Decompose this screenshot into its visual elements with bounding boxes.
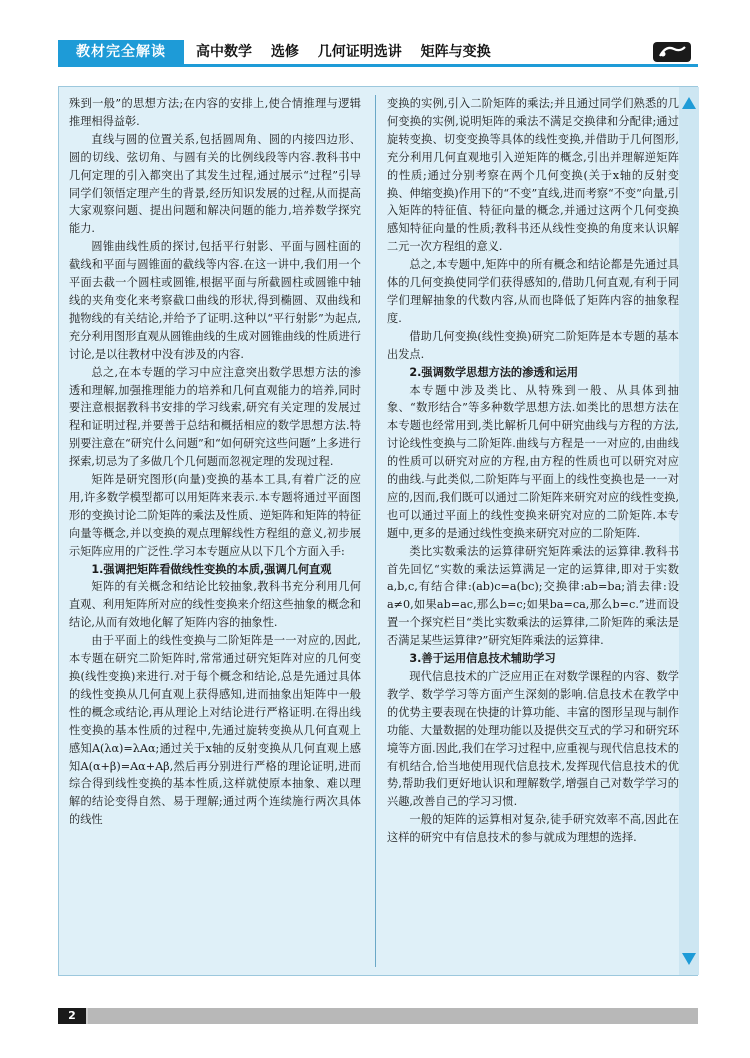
content-panel: [58, 86, 698, 976]
left-column: [69, 95, 361, 829]
right-column: [387, 95, 679, 847]
paragraph: 类比实数乘法的运算律研究矩阵乘法的运算律.教科书首先回忆“实数的乘法运算满足一定的运算律,即对于实数a,b,c,有结合律:(ab)c=a(bc);交换律:ab=ba;消去律:设a≠0,如果ab=ac,那么b=c;如果ba=ca,那么b=c.”进而设置一个探究栏目“类比实数乘法的运算律,二阶矩阵的乘法是否满足某些运算律?”研究矩阵乘法的运算律.: [387, 544, 679, 648]
paragraph: 借助几何变换(线性变换)研究二阶矩阵是本专题的基本出发点.: [387, 329, 679, 361]
paragraph: 矩阵的有关概念和结论比较抽象,教科书充分利用几何直观、利用矩阵所对应的线性变换来介绍这些抽象的概念和结论,从而有效地化解了矩阵内容的抽象性.: [69, 580, 361, 630]
paragraph: 殊到一般”的思想方法;在内容的安排上,使合情推理与逻辑推理相得益彰.: [69, 97, 361, 128]
paragraph: 矩阵是研究图形(向量)变换的基本工具,有着广泛的应用,许多数学模型都可以用矩阵来表示.本专题将通过平面图形的变换讨论二阶矩阵的乘法及性质、逆矩阵和矩阵的特征向量等概念,并以变换的观点理解线性方程组的意义,初步展示矩阵应用的广泛性.学习本专题应从以下几个方面入手:: [69, 473, 361, 558]
scrollbar[interactable]: [679, 87, 699, 975]
page-title: [196, 40, 505, 64]
page-footer: [58, 1008, 698, 1024]
page-number: 2: [58, 1008, 86, 1024]
scroll-up-arrow-icon[interactable]: [682, 97, 696, 109]
paragraph: 本专题中涉及类比、从特殊到一般、从具体到抽象、“数形结合”等多种数学思想方法.如类比的思想方法在本专题也经常用到,类比解析几何中研究曲线与方程的方法,讨论线性变换与二阶矩阵.曲线与方程是一一对应的,由曲线的性质可以研究对应的方程,由方程的性质也可以研究对应的曲线.与此类似,二阶矩阵与平面上的线性变换也是一一对应的,因而,我们既可以通过二阶矩阵来研究对应的线性变换,也可以通过平面上的线性变换来研究对应的二阶矩阵.本专题中,更多的是通过线性变换来研究对应的二阶矩阵.: [387, 383, 679, 540]
title-part: 矩阵与变换: [420, 44, 491, 60]
page-header: [58, 40, 698, 64]
paragraph: 总之,本专题中,矩阵中的所有概念和结论都是先通过具体的几何变换使同学们获得感知的,借助几何直观,有利于同学们理解抽象的代数内容,从而也降低了矩阵内容的抽象程度.: [387, 258, 679, 325]
paragraph: 圆锥曲线性质的探讨,包括平行射影、平面与圆柱面的截线和平面与圆锥面的截线等内容.在这一讲中,我们用一个平面去截一个圆柱或圆锥,根据平面与所截圆柱或圆锥中轴线的夹角变化来考察截口曲线的形状,得到椭圆、双曲线和抛物线的有关结论,并给予了证明.这种以“平行射影”为起点,充分利用图形直观从圆锥曲线的生成对圆锥曲线的性质进行讨论,是以往教材中没有涉及的内容.: [69, 240, 361, 361]
paragraph: 由于平面上的线性变换与二阶矩阵是一一对应的,因此,本专题在研究二阶矩阵时,常常通过研究矩阵对应的几何变换(线性变换)来进行.对于每个概念和结论,总是先通过具体的线性变换从几何直观上获得感知,进而抽象出矩阵中一般性的概念或结论,再从理论上对结论进行严格证明.在得出线性变换的基本性质的过程中,先通过旋转变换从几何直观上感知A(λα)=λAα;通过关于x轴的反射变换从几何直观上感知A(α+β)=Aα+Aβ,然后再分别进行严格的理论证明,进而综合得到线性变换的基本性质,这样就使原本抽象、难以理解的结论变得自然、易于理解;通过两个连续施行两次具体的线性: [69, 634, 361, 827]
title-part: 几何证明选讲: [317, 44, 402, 60]
paragraph: 直线与圆的位置关系,包括圆周角、圆的内接四边形、圆的切线、弦切角、与圆有关的比例线段等内容.教科书中几何定理的引入都突出了其发生过程,通过展示“过程”引导同学们领悟定理产生的背景,经历知识发展的过程,从而提高大家观察问题、提出问题和解决问题的能力,培养数学探究能力.: [69, 132, 361, 236]
section-tab: 教材完全解读: [58, 40, 184, 64]
title-part: 选修: [270, 44, 299, 60]
publisher-logo-icon: [652, 41, 692, 63]
column-divider: [375, 95, 376, 967]
title-part: 高中数学: [196, 44, 252, 60]
header-rule: [58, 64, 698, 67]
section-heading: 3.善于运用信息技术辅助学习: [409, 652, 556, 666]
scroll-down-arrow-icon[interactable]: [682, 953, 696, 965]
paragraph: 现代信息技术的广泛应用正在对数学课程的内容、数学教学、数学学习等方面产生深刻的影响.信息技术在教学中的优势主要表现在快捷的计算功能、丰富的图形呈现与制作功能、大量数据的处理功能以及提供交互式的学习和研究环境等方面.因此,我们在学习过程中,应重视与现代信息技术的有机结合,恰当地使用现代信息技术,发挥现代信息技术的优势,帮助我们更好地认识和理解数学,增强自己对数学学习的兴趣,改善自己的学习习惯.: [387, 670, 679, 809]
paragraph: 变换的实例,引入二阶矩阵的乘法;并且通过同学们熟悉的几何变换的实例,说明矩阵的乘法不满足交换律和分配律;通过旋转变换、切变变换等具体的线性变换,并借助于几何图形,充分利用几何直观地引入逆矩阵的概念,引出并理解逆矩阵的性质;通过分别考察在两个几何变换(关于x轴的反射变换、伸缩变换)作用下的“不变”直线,进而考察“不变”向量,引入矩阵的特征值、特征向量的概念,并通过这两个几何变换感知特征向量的性质;教科书还从线性变换的角度来认识解二元一次方程组的意义.: [387, 97, 679, 254]
paragraph: 一般的矩阵的运算相对复杂,徒手研究效率不高,因此在这样的研究中有信息技术的参与就成为理想的选择.: [387, 813, 679, 845]
section-heading: 1.强调把矩阵看做线性变换的本质,强调几何直观: [91, 562, 332, 576]
section-heading: 2.强调数学思想方法的渗透和运用: [409, 365, 579, 379]
paragraph: 总之,在本专题的学习中应注意突出数学思想方法的渗透和理解,加强推理能力的培养和几何直观能力的培养,同时要注意根据教科书安排的学习线索,研究有关定理的发展过程和证明过程,并要善于总结和概括相应的数学思想方法.特别要注意在“研究什么问题”和“如何研究这些问题”上多进行探索,切忌为了多做几个几何题而忽视定理的发现过程.: [69, 365, 361, 469]
footer-stripe: [88, 1008, 698, 1024]
